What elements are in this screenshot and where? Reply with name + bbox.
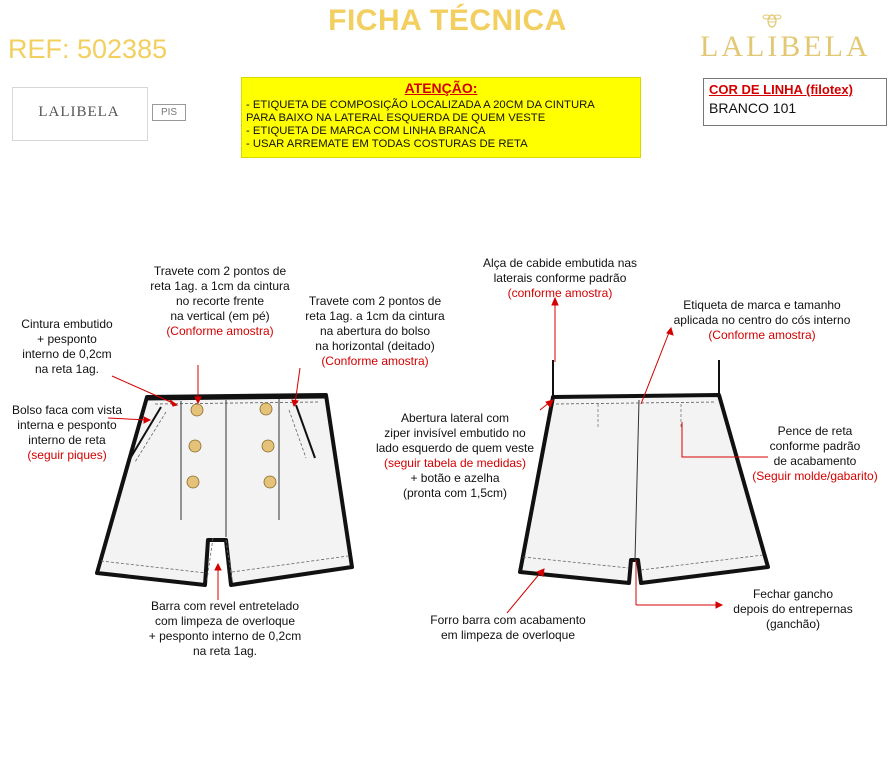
page-title: FICHA TÉCNICA — [328, 4, 567, 37]
note-travete-vertical: Travete com 2 pontos de reta 1ag. a 1cm da cintura no recorte frente na vertical (em pé) (Conforme amostra) — [150, 264, 290, 338]
attention-line: - ETIQUETA DE MARCA COM LINHA BRANCA — [246, 125, 486, 137]
back-shorts-drawing — [520, 360, 768, 583]
thread-color-value: BRANCO 101 — [709, 100, 797, 116]
brand-logo: LALIBELA — [700, 30, 871, 63]
attention-line: PARA BAIXO NA LATERAL ESQUERDA DE QUEM VESTE — [246, 112, 546, 124]
label-size-tag: PIS — [152, 104, 186, 121]
thread-color-title: COR DE LINHA (filotex) — [709, 82, 853, 97]
front-shorts-drawing — [97, 395, 352, 585]
note-forro: Forro barra com acabamento em limpeza de overloque — [430, 613, 586, 642]
note-pence: Pence de reta conforme padrão de acabamento (Seguir molde/gabarito) — [752, 424, 878, 483]
reference-code: REF: 502385 — [8, 34, 168, 64]
attention-line: - USAR ARREMATE EM TODAS COSTURAS DE RETA — [246, 138, 528, 150]
attention-line: - ETIQUETA DE COMPOSIÇÃO LOCALIZADA A 20CM DA CINTURA — [246, 99, 595, 111]
note-cintura: Cintura embutido + pesponto interno de 0,2cm na reta 1ag. — [21, 317, 113, 376]
brand-label-text: LALIBELA — [38, 104, 120, 120]
note-travete-horizontal: Travete com 2 pontos de reta 1ag. a 1cm da cintura na abertura do bolso na horizontal (deitado) (Conforme amostra) — [305, 294, 445, 368]
note-abertura: Abertura lateral com ziper invisível embutido no lado esquerdo de quem veste (seguir tabela de medidas) + botão e azelha (pronta com 1,5cm) — [375, 411, 535, 500]
note-etiqueta: Etiqueta de marca e tamanho aplicada no centro do cós interno (Conforme amostra) — [673, 298, 851, 342]
attention-title: ATENÇÃO: — [404, 80, 478, 96]
note-alca: Alça de cabide embutida nas laterais conforme padrão (conforme amostra) — [482, 256, 638, 300]
note-barra: Barra com revel entretelado com limpeza de overloque + pesponto interno de 0,2cm na reta 1ag. — [148, 599, 302, 658]
note-fechar: Fechar gancho depois do entrepernas (ganchão) — [733, 587, 853, 631]
note-bolso: Bolso faca com vista interna e pesponto interno de reta (seguir piques) — [11, 403, 123, 462]
